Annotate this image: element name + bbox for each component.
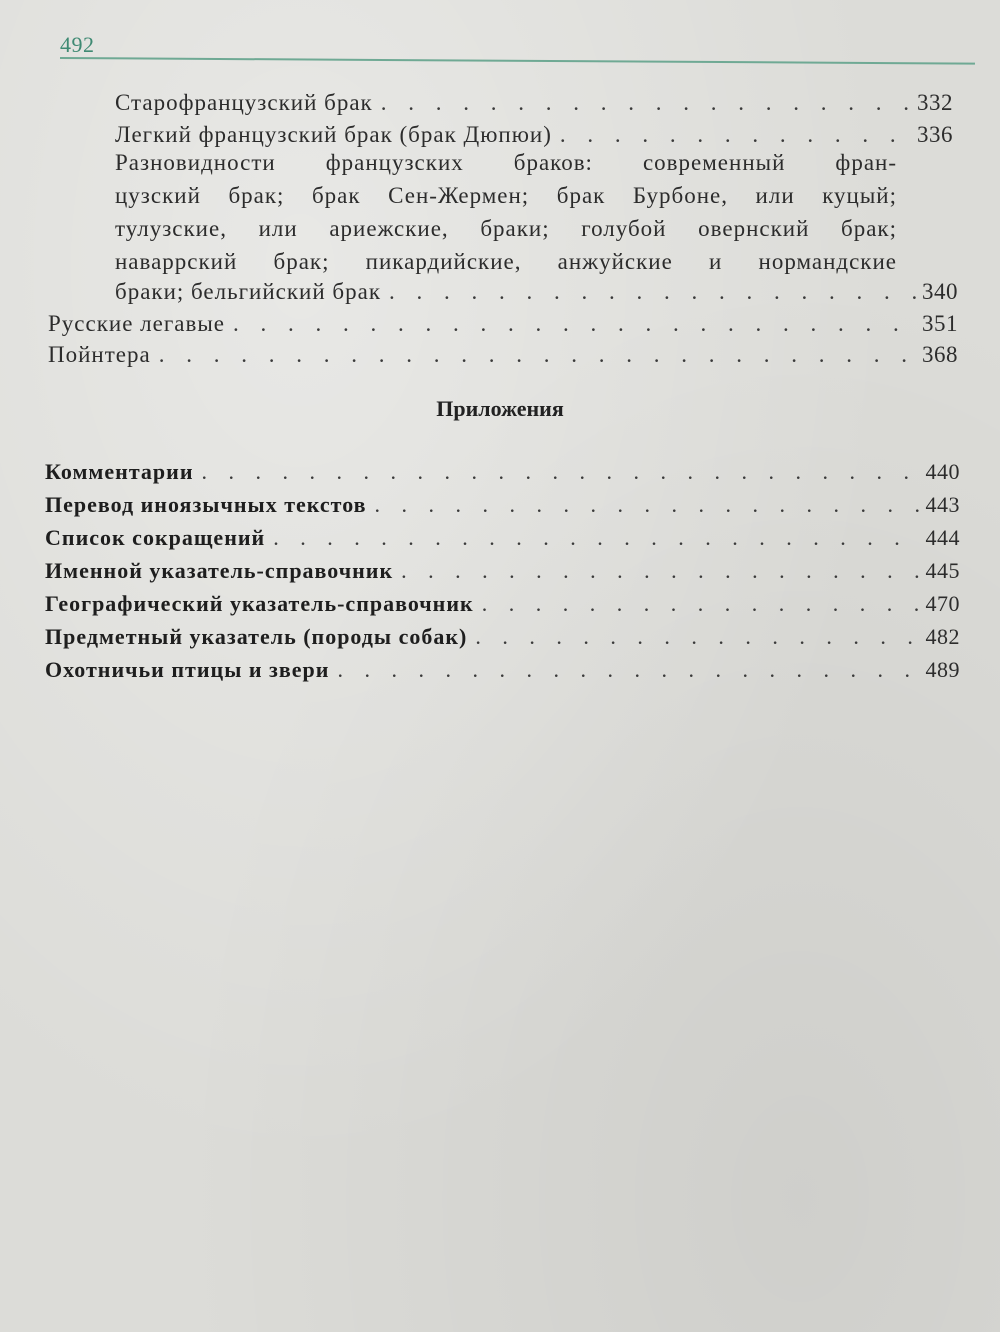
dot-leader	[389, 277, 916, 307]
appendix-entry-title: Комментарии	[45, 459, 194, 484]
dot-leader	[273, 523, 919, 553]
dot-leader	[159, 340, 916, 370]
appendix-entry-title: Именной указатель-справочник	[45, 558, 394, 583]
appendix-entry-page: 489	[925, 657, 960, 682]
toc-entry-title: Русские легавые	[48, 311, 225, 336]
appendix-entry-title: Охотничьи птицы и звери	[45, 657, 330, 682]
toc-entry-title: Старофранцузский брак	[115, 90, 373, 115]
toc-entry	[48, 309, 958, 339]
appendix-entry	[45, 457, 960, 487]
appendix-entry-title: Перевод иноязычных текстов	[45, 492, 367, 517]
appendix-entry	[45, 523, 960, 553]
toc-entry-page: 340	[922, 279, 958, 304]
toc-entry-line: наваррский брак; пикардийские, анжуйские и нормандские	[115, 249, 897, 274]
toc-entry-page: 336	[917, 122, 953, 147]
dot-leader	[202, 457, 920, 487]
toc-entry-page: 332	[917, 90, 953, 115]
toc-entry-page: 368	[922, 342, 958, 367]
appendix-entry	[45, 622, 960, 652]
appendix-entry-title: Предметный указатель (породы собак)	[45, 624, 468, 649]
appendix-entry-title: Список сокращений	[45, 525, 266, 550]
appendix-entry-page: 440	[925, 459, 960, 484]
toc-entry	[115, 277, 958, 307]
toc-entry-page: 351	[922, 311, 958, 336]
appendix-entry-page: 482	[925, 624, 960, 649]
appendix-entry-page: 470	[925, 591, 960, 616]
appendix-heading: Приложения	[436, 396, 564, 421]
appendix-entry	[45, 589, 960, 619]
toc-entry-title: браки; бельгийский брак	[115, 279, 381, 304]
dot-leader	[475, 622, 919, 652]
toc-entry-line: Разновидности французских браков: современный фран-	[115, 150, 897, 175]
header-rule	[60, 57, 975, 65]
toc-entry-multiline	[115, 146, 897, 278]
appendix-entry	[45, 490, 960, 520]
dot-leader	[337, 655, 919, 685]
dot-leader	[233, 309, 916, 339]
toc-entry-line: цузский брак; брак Сен-Жермен; брак Бурбоне, или куцый;	[115, 183, 897, 208]
dot-leader	[401, 556, 919, 586]
appendix-entry-title: Географический указатель-справочник	[45, 591, 474, 616]
toc-entry	[48, 340, 958, 370]
appendix-entry-page: 444	[925, 525, 960, 550]
toc-entry-title: Пойнтера	[48, 342, 151, 367]
dot-leader	[375, 490, 920, 520]
toc-entry	[115, 88, 953, 118]
appendix-entry	[45, 655, 960, 685]
page-number: 492	[60, 32, 95, 57]
appendix-entry	[45, 556, 960, 586]
dot-leader	[482, 589, 920, 619]
dot-leader	[381, 88, 911, 118]
toc-entry-title: Легкий французский брак (брак Дюпюи)	[115, 122, 552, 147]
appendix-entry-page: 445	[925, 558, 960, 583]
toc-entry-line: тулузские, или ариежские, браки; голубой овернский брак;	[115, 216, 897, 241]
appendix-entry-page: 443	[925, 492, 960, 517]
